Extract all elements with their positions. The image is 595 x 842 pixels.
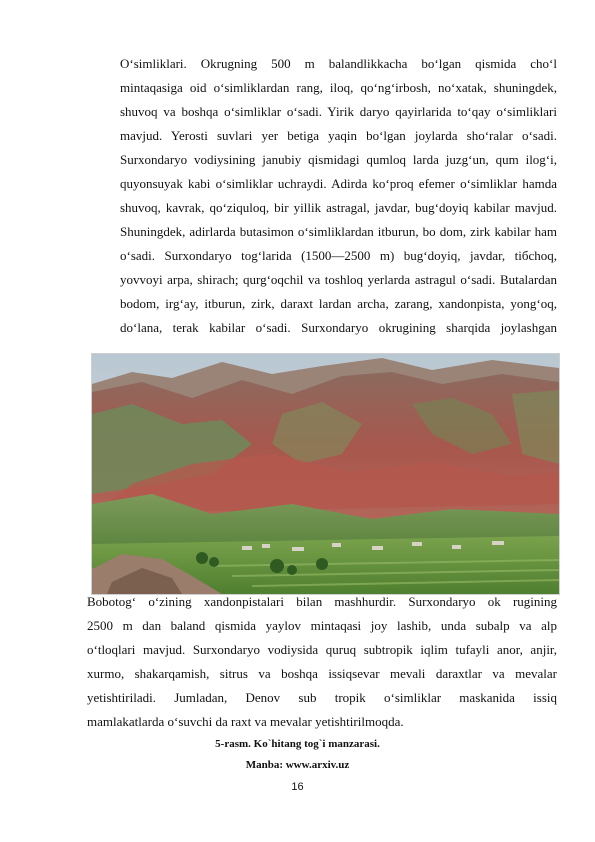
text-line: bodom, irg‘ay, itburun, zirk, daraxt lardan archa, zarang, xandonpista, yong‘oq, bbox=[120, 296, 557, 311]
page-number: 16 bbox=[291, 781, 304, 793]
paragraph-bobotog bbox=[87, 590, 557, 734]
text-line: o‘sadi. Surxondaryo tog‘larida (1500—2500 m) bug‘doyiq, javdar, tiбchoq, bbox=[120, 248, 557, 263]
text-line: shuvoq va boshqa o‘simliklar o‘sadi. Yirik daryo qayirlarida to‘qay o‘simliklari bbox=[120, 104, 557, 119]
landscape-illustration bbox=[92, 354, 559, 594]
text-line: 2500 m dan baland qismida yaylov mintaqasi joy lashib, unda subalp va alp bbox=[87, 618, 557, 633]
text-line: yovvoyi arpa, shirach; qurg‘oqchil va toshloq yerlarda astragul o‘sadi. Butalardan bbox=[120, 272, 557, 287]
text-line: Shuningdek, adirlarda butasimon o‘simliklardan itburun, bo dom, zirk kabilar ham bbox=[120, 224, 557, 239]
text-line: do‘lana, terak kabilar o‘sadi. Surxondaryo okrugining sharqida joylashgan bbox=[120, 320, 557, 335]
text-line: o‘tloqlari mavjud. Surxondaryo vodiysida quruq subtropik iqlim tufayli anor, anjir, bbox=[87, 642, 557, 657]
text-line: Surxondaryo vodiysining janubiy qismidagi qumloq larda juzg‘un, qum ilog‘i, bbox=[120, 152, 557, 167]
text-line: O‘simliklari. Okrugning 500 m balandlikkacha bo‘lgan qismida cho‘l bbox=[120, 56, 557, 71]
text-line: quyonsuyak kabi o‘simliklar uchraydi. Adirda ko‘proq efemer o‘simliklar hamda bbox=[120, 176, 557, 191]
text-line: mintaqasiga oid o‘simliklardan rang, iloq, qo‘ng‘irbosh, no‘xatak, shuningdek, bbox=[120, 80, 557, 95]
text-line: Bobotog‘ o‘zining xandonpistalari bilan mashhurdir. Surxondaryo ok rugining bbox=[87, 594, 557, 609]
mountain-landscape-photo bbox=[91, 353, 560, 595]
text-line: shuvoq, kavrak, qo‘ziquloq, bir yillik astragal, javdar, bug‘doyiq kabilar mavjud. bbox=[120, 200, 557, 215]
figure-caption: 5-rasm. Ko`hitang tog`i manzarasi. bbox=[215, 738, 380, 750]
text-line: xurmo, shakarqamish, sitrus va boshqa issiqsevar mevali daraxtlar va mevalar bbox=[87, 666, 557, 681]
paragraph-vegetation bbox=[87, 52, 557, 340]
text-line: mavjud. Yerosti suvlari yer betiga yaqin bo‘lgan joylarda sho‘ralar o‘sadi. bbox=[120, 128, 557, 143]
figure-source: Manba: www.arxiv.uz bbox=[245, 759, 350, 771]
text-line: yetishtiriladi. Jumladan, Denov sub tropik o‘simliklar maskanida issiq bbox=[87, 690, 557, 705]
text-line: mamlakatlarda o‘suvchi da raxt va mevalar yetishtirilmoqda. bbox=[87, 714, 404, 729]
